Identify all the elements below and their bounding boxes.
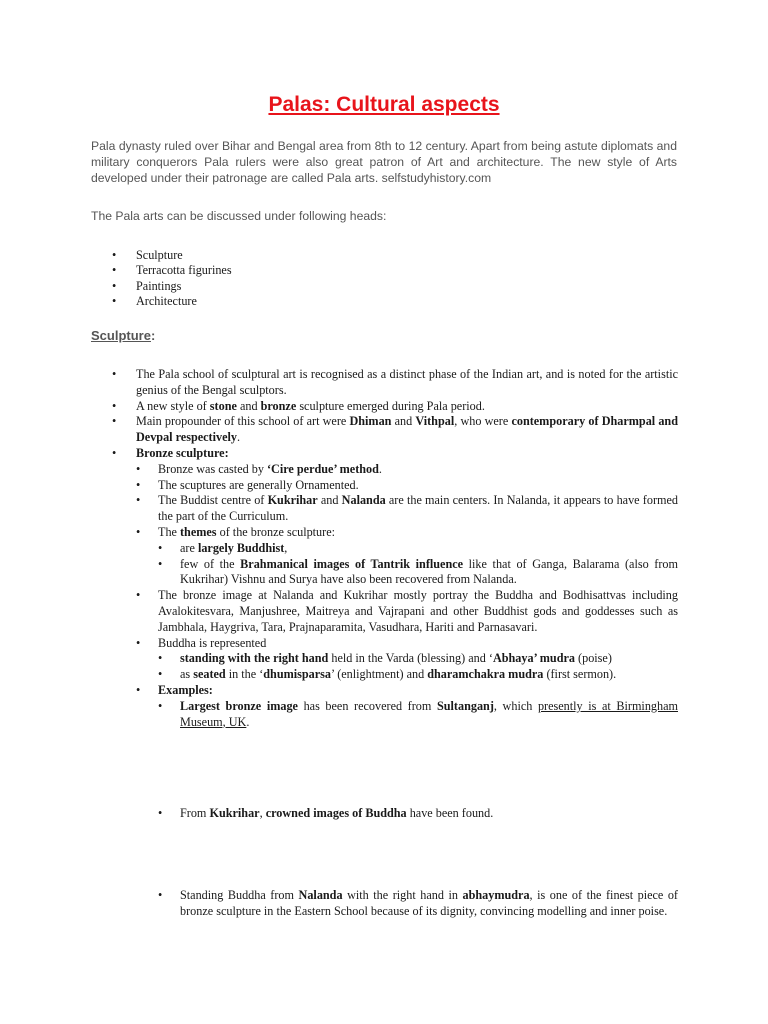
bold-text: standing with the right hand [180, 651, 329, 666]
list-item [136, 683, 678, 920]
text-span: Buddha is represented [158, 635, 267, 650]
bold-text: seated [193, 667, 226, 682]
text-span: with the right hand in [342, 888, 463, 903]
text-span: The scuptures are generally Ornamented. [158, 477, 359, 492]
text-span: Standing Buddha from [180, 888, 299, 903]
bold-text: Brahmanical images of Tantrik influence [240, 556, 464, 571]
text-span: The Buddist centre of [158, 493, 268, 508]
list-item [136, 478, 678, 494]
text-span: . [236, 430, 241, 445]
text-span: A new style of [136, 398, 210, 413]
heads-lead-text: The Pala arts can be discussed under following heads: [91, 209, 387, 223]
bronze-heading: Bronze sculpture: [136, 445, 229, 460]
examples-heading: Examples: [158, 682, 213, 697]
heads-list [112, 248, 232, 310]
list-item [158, 667, 678, 683]
list-item [136, 588, 678, 635]
list-item [136, 525, 678, 588]
bold-text: themes [180, 524, 217, 539]
text-span: and [391, 414, 416, 429]
list-item: • Architecture [112, 294, 232, 309]
bold-text: Abhaya’ mudra [492, 651, 575, 666]
text-span: (first sermon). [543, 667, 617, 682]
section-heading-colon: : [150, 328, 156, 343]
text-span: . [246, 714, 250, 729]
text-span: like that of Ganga, Balarama (also from Kukrihar) Vishnu and Surya have also been recovered from Nalanda. [180, 556, 678, 587]
text-span: are [180, 540, 198, 555]
section-heading-sculpture [91, 328, 155, 343]
text-span: The [158, 524, 180, 539]
bold-text: abhaymudra [462, 888, 530, 903]
text-span: Main propounder of this school of art were [136, 414, 350, 429]
text-span: , [284, 540, 288, 555]
text-span: as [180, 667, 194, 682]
bold-text: Nalanda [298, 888, 343, 903]
bold-text: Nalanda [341, 493, 386, 508]
list-item [136, 636, 678, 683]
themes-sublist [158, 541, 678, 588]
text-span: have been found. [406, 806, 494, 821]
examples-sublist [158, 699, 678, 920]
text-span: ’ (enlightment) and [331, 667, 428, 682]
text-span: , which [493, 698, 538, 713]
list-item: • Sculpture [112, 248, 232, 263]
bold-text: Kukrihar [209, 806, 260, 821]
list-item [158, 806, 678, 888]
sculpture-points-list [112, 367, 678, 920]
text-span: From [180, 806, 210, 821]
bold-text: contemporary of Dharmpal and Devpal respectively [136, 414, 678, 445]
list-item [136, 462, 678, 478]
bold-text: bronze [260, 398, 297, 413]
section-heading-label: Sculpture [91, 328, 151, 343]
bold-text: stone [209, 398, 237, 413]
text-span: , is one of the finest piece of bronze sculpture in the Eastern School because of its dignity, convincing modelling and inner poise. [180, 888, 678, 918]
list-item [112, 367, 678, 399]
bold-text: largely Buddhist [197, 540, 285, 555]
image-placeholder [180, 822, 678, 888]
text-span: held in the Varda (blessing) and ‘ [328, 651, 493, 666]
bold-text: dhumisparsa [263, 667, 332, 682]
bold-text: dharamchakra mudra [427, 667, 544, 682]
bold-text: Vithpal [415, 414, 455, 429]
intro-paragraph: Pala dynasty ruled over Bihar and Bengal area from 8th to 12 century. Apart from being astute diplomats and military conquerors Pala rulers were also great patron of Art and architecture. The new style of Arts developed under their patronage are called Pala arts. selfstudyhistory.com [91, 139, 677, 185]
bold-text: crowned images of Buddha [265, 806, 407, 821]
text-span: of the bronze sculpture: [216, 524, 336, 539]
list-item [158, 888, 678, 920]
text-span: , who were [454, 414, 512, 429]
text-span: Bronze was casted by [158, 461, 267, 476]
text-span: and [317, 493, 342, 508]
bronze-sublist [136, 462, 678, 920]
list-item: • Terracotta figurines [112, 263, 232, 278]
bold-text: Largest bronze image [180, 698, 298, 713]
bold-text: Sultanganj [436, 698, 494, 713]
list-item: • Paintings [112, 279, 232, 294]
page-title: Palas: Cultural aspects [268, 93, 500, 116]
list-item [158, 557, 678, 589]
bold-text: Dhiman [349, 414, 392, 429]
point-text: The Pala school of sculptural art is recognised as a distinct phase of the Indian art, and is noted for the artistic genius of the Bengal sculptors. [136, 367, 678, 397]
text-span: . [378, 461, 382, 476]
list-item [136, 493, 678, 525]
list-item [112, 414, 678, 446]
text-span: sculpture emerged during Pala period. [296, 398, 485, 413]
text-span: has been recovered from [297, 698, 437, 713]
text-span: and [236, 398, 261, 413]
list-item [112, 399, 678, 415]
image-placeholder [180, 730, 678, 806]
text-span: , [259, 806, 266, 821]
list-item [158, 699, 678, 807]
buddha-sublist [158, 651, 678, 683]
text-span: The bronze image at Nalanda and Kukrihar mostly portray the Buddha and Bodhisattvas including Avalokitesvara, Manjushree, Maitreya and Vajrapani and other Buddhist gods and goddesses such as Jambhala, Haygriva, Tara, Prajnaparamita, Vasudhara, Hariti and Parnasavari. [158, 588, 678, 634]
bold-text: ‘Cire perdue’ method [266, 461, 379, 476]
list-item [112, 446, 678, 920]
list-item [158, 651, 678, 667]
text-span: (poise) [575, 651, 612, 666]
text-span: are the main centers. In Nalanda, it appears to have formed the part of the Curriculum. [158, 493, 678, 524]
text-span: few of the [180, 556, 241, 571]
text-span: in the ‘ [225, 667, 264, 682]
bold-text: Kukrihar [267, 493, 318, 508]
list-item [158, 541, 678, 557]
underlined-text: presently is at Birmingham Museum, UK [180, 698, 678, 729]
